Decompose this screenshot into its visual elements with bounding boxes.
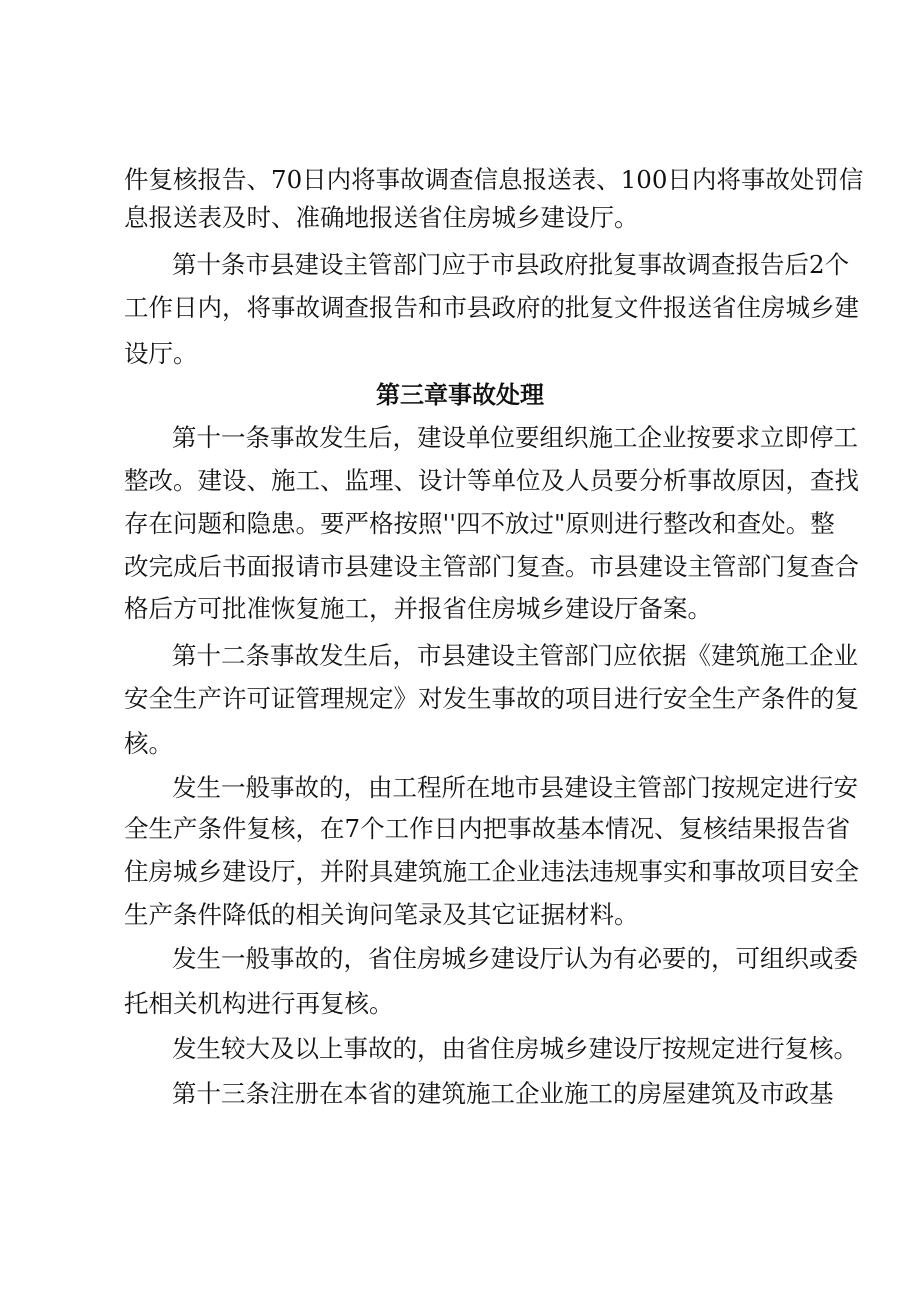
text-line: 件复核报告、70日内将事故调查信息报送表、100日内将事故处罚信 bbox=[124, 165, 864, 194]
text-line: 格后方可批准恢复施工，并报省住房城乡建设厅备案。 bbox=[124, 594, 712, 623]
text-line: 设厅。 bbox=[124, 339, 198, 368]
text-line: 安全生产许可证管理规定》对发生事故的项目进行安全生产条件的复 bbox=[124, 684, 859, 713]
text-line: 第十三条注册在本省的建筑施工企业施工的房屋建筑及市政基 bbox=[172, 1079, 834, 1108]
text-line: 息报送表及时、准确地报送省住房城乡建设厅。 bbox=[124, 203, 639, 232]
text-line: 发生较大及以上事故的，由省住房城乡建设厅按规定进行复核。 bbox=[172, 1034, 858, 1063]
text-line: 工作日内，将事故调查报告和市县政府的批复文件报送省住房城乡建 bbox=[124, 293, 859, 322]
text-line: 第十一条事故发生后，建设单位要组织施工企业按要求立即停工 bbox=[172, 423, 858, 452]
text-line: 全生产条件复核，在7个工作日内把事故基本情况、复核结果报告省 bbox=[124, 814, 851, 843]
text-line: 核。 bbox=[124, 729, 173, 758]
text-line: 托相关机构进行再复核。 bbox=[124, 989, 394, 1018]
text-line: 发生一般事故的，省住房城乡建设厅认为有必要的，可组织或委 bbox=[172, 944, 858, 973]
text-line: 发生一般事故的，由工程所在地市县建设主管部门按规定进行安 bbox=[172, 773, 858, 802]
text-line: 整改。建设、施工、监理、设计等单位及人员要分析事故原因，查找 bbox=[124, 466, 859, 495]
text-line: 第十条市县建设主管部门应于市县政府批复事故调查报告后2个 bbox=[172, 250, 850, 279]
text-line: 存在问题和隐患。要严格按照''四不放过"原则进行整改和查处。整 bbox=[124, 509, 835, 538]
chapter-heading: 第三章事故处理 bbox=[376, 381, 544, 409]
text-line: 生产条件降低的相关询问笔录及其它证据材料。 bbox=[124, 900, 639, 929]
text-line: 第十二条事故发生后，市县建设主管部门应依据《建筑施工企业 bbox=[172, 641, 858, 670]
text-line: 改完成后书面报请市县建设主管部门复查。市县建设主管部门复查合 bbox=[124, 552, 859, 581]
text-line: 住房城乡建设厅，并附具建筑施工企业违法违规事实和事故项目安全 bbox=[124, 857, 859, 886]
